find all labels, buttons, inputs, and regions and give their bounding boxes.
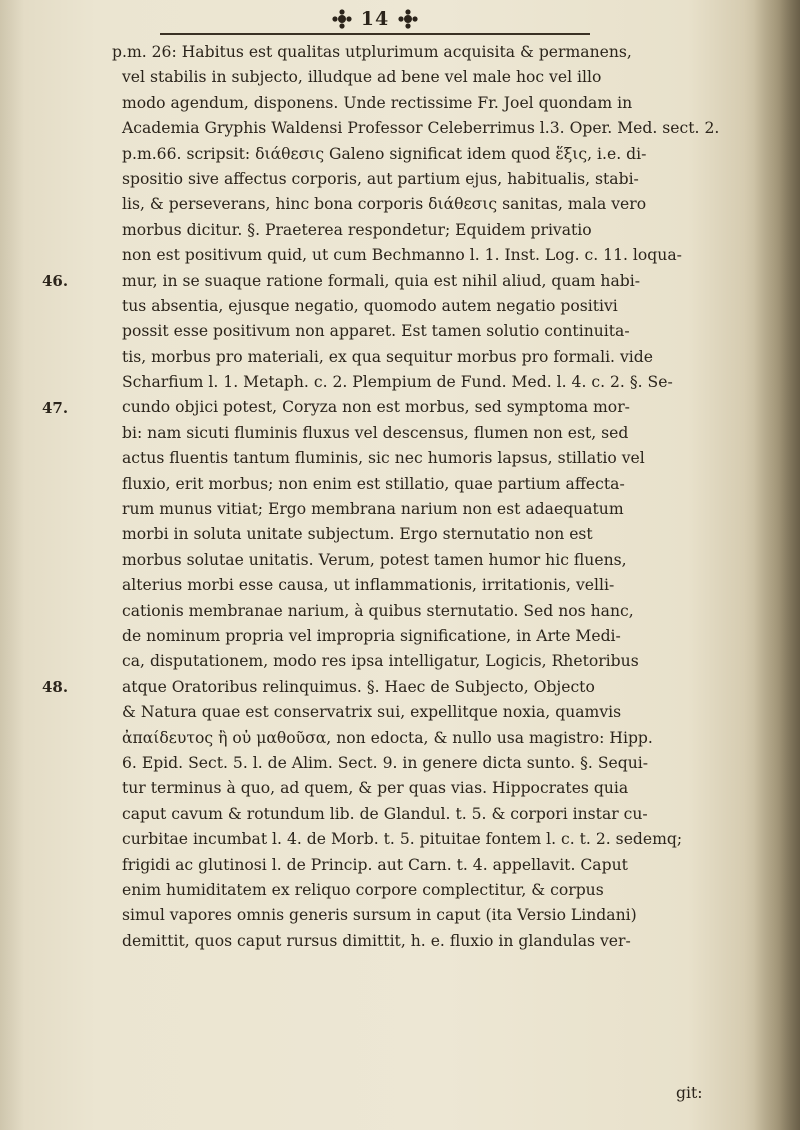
text-line: actus fluentis tantum fluminis, sic nec humoris lapsus, stillatio vel — [122, 449, 645, 468]
text-line: non est positivum quid, ut cum Bechmanno l. 1. Inst. Log. c. 11. loqua- — [122, 246, 682, 265]
text-line: frigidi ac glutinosi l. de Princip. aut Carn. t. 4. appellavit. Caput — [122, 855, 628, 874]
text-line: morbus solutae unitatis. Verum, potest tamen humor hic fluens, — [122, 550, 627, 569]
text-line: Academia Gryphis Waldensi Professor Celeberrimus l.3. Oper. Med. sect. 2. — [122, 119, 720, 138]
text-line: caput cavum & rotundum lib. de Glandul. t. 5. & corpori instar cu- — [122, 804, 648, 823]
text-line: lis, & perseverans, hinc bona corporis διάθεσις sanitas, mala vero — [122, 195, 647, 214]
margin-section-number: 48. — [42, 678, 69, 696]
text-line: possit esse positivum non apparet. Est tamen solutio continuita- — [122, 322, 630, 341]
text-line: tur terminus à quo, ad quem, & per quas vias. Hippocrates quia — [122, 779, 629, 798]
page-number: 14 — [360, 8, 390, 30]
page-shadow-left — [0, 0, 24, 1130]
text-line: enim humiditatem ex reliquo corpore complectitur, & corpus — [122, 880, 604, 899]
text-line: atque Oratoribus relinquimus. §. Haec de Subjecto, Objecto — [122, 677, 595, 696]
text-line: p.m.66. scripsit: διάθεσις Galeno significat idem quod ἕξις, i.e. di- — [122, 144, 647, 163]
text-line: morbi in soluta unitate subjectum. Ergo sternutatio non est — [122, 525, 593, 544]
text-line: fluxio, erit morbus; non enim est stillatio, quae partium affecta- — [122, 474, 625, 493]
text-line: curbitae incumbat l. 4. de Morb. t. 5. pituitae fontem l. c. t. 2. sedemq; — [122, 830, 683, 849]
text-line: spositio sive affectus corporis, aut partium ejus, habitualis, stabi- — [122, 169, 639, 188]
text-line: de nominum propria vel impropria significatione, in Arte Medi- — [122, 626, 621, 645]
text-line: cundo objici potest, Coryza non est morbus, sed symptoma mor- — [122, 398, 630, 417]
margin-section-number: 46. — [42, 272, 69, 290]
text-line: & Natura quae est conservatrix sui, expellitque noxia, quamvis — [122, 703, 622, 722]
text-line: bi: nam sicuti fluminis fluxus vel descensus, flumen non est, sed — [122, 423, 629, 442]
margin-section-number: 47. — [42, 399, 69, 417]
text-line: morbus dicitur. §. Praeterea respondetur; Equidem privatio — [122, 220, 592, 239]
header-rule — [160, 33, 590, 35]
body-text — [112, 40, 750, 954]
left-fleuron-icon — [331, 8, 353, 30]
text-line: Scharfium l. 1. Metaph. c. 2. Plempium de Fund. Med. l. 4. c. 2. §. Se- — [122, 373, 673, 392]
text-line: 6. Epid. Sect. 5. l. de Alim. Sect. 9. in genere dicta sunto. §. Sequi- — [122, 753, 649, 772]
page-shadow-right — [754, 0, 800, 1130]
text-line: vel stabilis in subjecto, illudque ad bene vel male hoc vel illo — [122, 68, 602, 87]
text-line: simul vapores omnis generis sursum in caput (ita Versio Lindani) — [122, 906, 637, 925]
text-line: tus absentia, ejusque negatio, quomodo autem negatio positivi — [122, 296, 618, 315]
text-line: tis, morbus pro materiali, ex qua sequitur morbus pro formali. vide — [122, 347, 653, 366]
text-line: ca, disputationem, modo res ipsa intelligatur, Logicis, Rhetoribus — [122, 652, 639, 671]
text-line: modo agendum, disponens. Unde rectissime Fr. Joel quondam in — [122, 93, 633, 112]
text-line: mur, in se suaque ratione formali, quia est nihil aliud, quam habi- — [122, 271, 640, 290]
catchword: git: — [676, 1084, 703, 1102]
text-line: demittit, quos caput rursus dimittit, h. e. fluxio in glandulas ver- — [122, 931, 631, 950]
text-line: ἀπαίδευτος ἢ οὐ μαθοῦσα, non edocta, & nullo usa magistro: Hipp. — [122, 728, 653, 747]
text-line: rum munus vitiat; Ergo membrana narium non est adaequatum — [122, 500, 624, 519]
right-fleuron-icon — [397, 8, 419, 30]
text-line: cationis membranae narium, à quibus sternutatio. Sed nos hanc, — [122, 601, 634, 620]
text-line: alterius morbi esse causa, ut inflammationis, irritationis, velli- — [122, 576, 615, 595]
page-header — [160, 4, 590, 34]
text-line: p.m. 26: Habitus est qualitas utplurimum acquisita & permanens, — [112, 43, 632, 61]
